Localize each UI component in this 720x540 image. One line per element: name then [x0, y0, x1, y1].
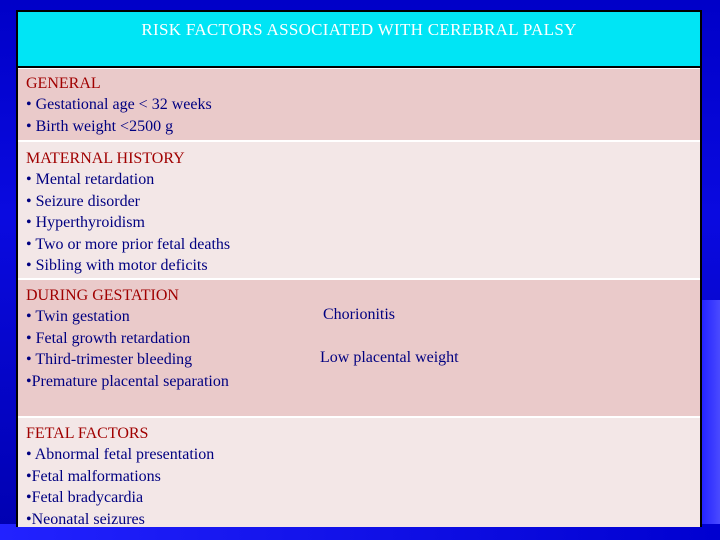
- list-item: • Fetal growth retardation: [26, 329, 191, 347]
- section-heading: FETAL FACTORS: [26, 425, 149, 442]
- section-maternal-history: [18, 140, 700, 278]
- section-during-gestation: [18, 278, 700, 416]
- list-item: • Hyperthyroidism: [26, 214, 145, 232]
- title-bar: [18, 12, 700, 68]
- section-heading: GENERAL: [26, 75, 101, 92]
- list-item: • Two or more prior fetal deaths: [26, 235, 231, 253]
- list-item: • Mental retardation: [26, 171, 155, 188]
- list-item: • Twin gestation: [26, 308, 130, 325]
- right-column-item: Chorionitis: [323, 306, 396, 323]
- list-item: •Neonatal seizures: [26, 510, 145, 528]
- slide-title: RISK FACTORS ASSOCIATED WITH CEREBRAL PALSY: [141, 20, 577, 39]
- section-heading: DURING GESTATION: [26, 287, 179, 304]
- list-item: •Fetal malformations: [26, 467, 161, 485]
- list-item: • Birth weight <2500 g: [26, 117, 174, 135]
- right-column-item: Low placental weight: [320, 349, 459, 366]
- list-item: • Abnormal fetal presentation: [26, 446, 215, 463]
- list-item: • Sibling with motor deficits: [26, 257, 208, 275]
- section-general: [18, 68, 700, 140]
- list-item: •Fetal bradycardia: [26, 489, 144, 507]
- list-item: • Seizure disorder: [26, 192, 141, 210]
- section-heading: MATERNAL HISTORY: [26, 150, 185, 167]
- section-fetal-factors: [18, 416, 700, 527]
- list-item: •Premature placental separation: [26, 372, 229, 390]
- list-item: • Third-trimester bleeding: [26, 351, 193, 369]
- list-item: • Gestational age < 32 weeks: [26, 96, 212, 113]
- slide-content: [16, 10, 702, 527]
